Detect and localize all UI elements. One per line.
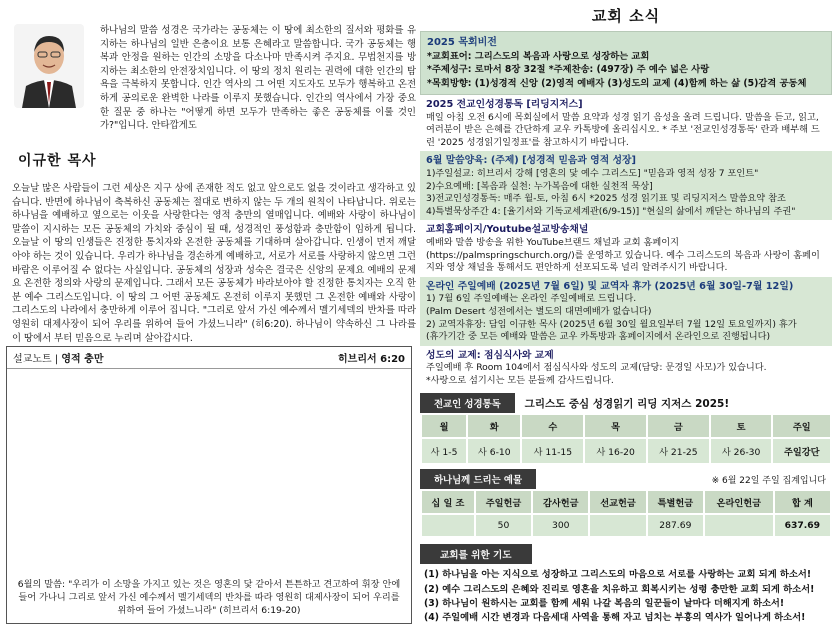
table-row [422, 515, 830, 536]
table-header-cell: 주일 [773, 415, 830, 437]
table-cell: 사 16-20 [585, 439, 646, 463]
youtube-body: 예배와 말씀 방송을 위한 YouTube브랜드 채널과 교회 홈페이지 (https://palmspringschurch.org/)를 운영하고 있습니다. 예수 그리스도의 복음과 사랑이 홈페이지와 영상 채널을 통해서도 편안하게 선포되도록 널리 알려주시기 바랍니다. [426, 236, 820, 274]
table-cell [422, 515, 474, 536]
vision-box [420, 31, 832, 95]
prayer-item: (4) 주일예배 시간 변경과 다음세대 사역을 통해 자고 넘치는 부흥의 역사가 일어나게 하소서! [424, 612, 806, 624]
table-cell [590, 515, 645, 536]
reading-table-pill: 전교인 성경통독 [420, 393, 515, 413]
prayer-list [420, 564, 832, 625]
online-worship-line-1: 1) 7월 6일 주일예배는 온라인 주일예배로 드립니다. [426, 293, 637, 305]
youtube-section [420, 220, 832, 276]
table-cell: 사 11-15 [522, 439, 583, 463]
reading-table-title: 그리스도 중심 성경읽기 리딩 지저스 2025! [524, 397, 730, 410]
news-title: 교회 소식 [591, 7, 661, 25]
online-worship-section [420, 277, 832, 346]
table-header-cell: 합 계 [775, 491, 830, 513]
column-paragraph-2: 오늘날 많은 사람들이 그런 세상은 지구 상에 존재한 적도 없고 앞으로도 없을 것이라고 생각하고 있습니다. 반면에 하나님이 축복하신 공동체는 절대로 변하지 않는 두 개의 원칙이 나타납니다. 위로는 하나님을 예배하고 옆으로는 이웃을 사랑한다는 영적 충만의 열매입니다. 예배와 사랑이 하나님이 말씀이 지시하는 모든 공동체의 가치와 중심이 될 때, 성경적인 풍성함과 충만함이 임하게 됩니다. 오늘날 이 땅의 인생들은 진정한 통치자와 온전한 공동체를 기대하며 살아갑니다. 인생이 먼저 깨달아야 하는 것이 있습니다. 우리가 하나님을 경손하게 예배하고, 서로가 서로를 사랑하지 않으면 그런 바람은 이루어질 수 없다는 사실입니다. 공동체의 성장과 성숙은 결국은 신앙의 문제요 예배의 문제요 온전한 정의와 사랑의 문제입니다. 그래서 모든 공동체가 바라보아야 할 진정한 통치자는 오직 한 분 예수 그리스도입니다. 이 땅의 그 어떤 공동체도 온전히 이루지 못했던 그 온전한 예배와 사랑이 그리스도의 나라에서 충만하게 이루어 집니다. "그리로 앞서 가신 예수께서 멜기세덱의 반차를 따라 영원히 대제사장이 되어 우리를 위하여 들어 가셨느니라" (히6:20). 하나님이 약속하신 그 나라를 이 땅에서 부터 믿음으로 누리며 살아갑시다. [12, 183, 416, 344]
fellowship-line-1: 주일예배 후 Room 104에서 점심식사와 성도의 교제(담당: 문경일 사모)가 있습니다. [426, 362, 767, 374]
table-cell: 사 21-25 [648, 439, 709, 463]
vision-line-1: *교회표어: 그리스도의 복음과 사랑으로 성장하는 교회 [427, 50, 650, 62]
table-header-cell: 금 [648, 415, 709, 437]
sermon-label: 설교노트 [13, 354, 52, 365]
table-row [422, 439, 830, 463]
online-worship-line-2: (Palm Desert 성전에서는 별도의 대면예배가 없습니다) [426, 305, 652, 317]
prayer-item: (1) 하나님을 아는 지식으로 성장하고 그리스도의 마음으로 서로를 사랑하는 교회 되게 하소서! [424, 569, 812, 581]
table-header-cell: 화 [468, 415, 520, 437]
june-theme-line-1: 1)주일설교: 히브리서 강해 [영혼의 닻 예수 그리스도] "믿음과 영적 성장 7 포인트" [426, 167, 759, 179]
prayer-item: (2) 예수 그리스도의 은혜와 진리로 영혼을 치유하고 회복시키는 성령 충만한 교회 되게 하소서! [424, 583, 815, 595]
reading-plan-section [420, 95, 832, 151]
sermon-reference: 히브리서 6:20 [338, 354, 405, 365]
youtube-heading: 교회홈페이지/Youtube설교방송채널 [426, 224, 589, 236]
june-theme-heading: 6월 말씀양육: (주제) [성경적 믿음과 영적 성장] [426, 155, 636, 167]
fellowship-line-2: *사랑으로 섬기시는 모든 분들께 감사드립니다. [426, 374, 614, 386]
table-header-cell: 수 [522, 415, 583, 437]
table-row [422, 415, 830, 437]
table-header-cell: 감사헌금 [533, 491, 588, 513]
online-worship-line-4: (휴가기간 중 모든 예배와 말씀은 교우 카톡방과 홈페이지에서 온라인으로 진행됩니다) [426, 331, 771, 343]
table-cell: 50 [476, 515, 531, 536]
reading-plan-heading: 2025 전교인성경통독 [리딩지저스] [426, 99, 583, 110]
vision-heading: 2025 목회비전 [427, 37, 497, 48]
fellowship-section [420, 346, 832, 390]
sermon-header: 설교노트 | 영적 충만 히브리서 6:20 [7, 347, 411, 369]
june-word: 6월의 말씀: "우리가 이 소망을 가지고 있는 것은 영혼의 닻 같아서 튼튼하고 견고하여 휘장 안에 들어 가나니 그리로 앞서 가신 예수께서 멜기세덱의 반차를 따라 영원히 대제사장이 되어 우리를 위하여 들어 가셨느니라" (히브리서 6:19-20) [17, 579, 401, 616]
table-header-cell: 월 [422, 415, 466, 437]
vision-line-3: *목회방향: (1)성경적 신앙 (2)영적 예배자 (3)성도의 교제 (4)함께 하는 삶 (5)감격 공동체 [427, 77, 807, 89]
june-theme-line-4: 4)특별묵상주간 4: [율기서와 기독교세계관(6/9-15)] "현실의 삶에서 깨닫는 하나님의 주권" [426, 205, 796, 217]
vision-line-2: *주제성구: 로마서 8장 32절 *주제찬송: (497장) 주 예수 넓은 사랑 [427, 64, 710, 75]
reading-plan-body: 매일 아침 오전 6시에 목회실에서 말씀 요약과 성경 읽기 음성을 올려 드립니다. 말씀을 듣고, 읽고, 여러분이 받은 은혜를 간단하게 교우 카톡방에 올리십시오. * 주보 '전교인성경통독' 란과 배부해 드린 '2025 성경읽기일정표'를 참고하시기 바랍니다. [426, 111, 820, 148]
table-cell: 287.69 [648, 515, 703, 536]
column-paragraph-1: 하나님의 말씀 성경은 국가라는 공동체는 이 땅에 최소한의 질서와 평화를 유지하는 하나님의 일반 은총이요 보통 은혜라고 말씀합니다. 국가 공동체는 행복과 안정을 원하는 인간의 소망을 다소나마 만족시켜 주지요. 무법천지를 방지하는 최소한의 안전장치입니다. 이 땅의 정치 원리는 권력에 대한 인간의 탐욕을 극복하지 못합니다. 인간 역사의 그 어떤 지도자도 모두가 행복하고 온전하게 공의로운 완벽한 나라를 이루지 못했습니다. 인간의 역사에서 가장 중요한 질문 중 하나는 "어떻게 하면 모두가 만족하는 좋은 공동체를 이룰 것인가?"입니다. 안타깝게도 [100, 25, 416, 132]
table-cell: 사 26-30 [711, 439, 772, 463]
table-cell: 300 [533, 515, 588, 536]
table-header-cell: 십 일 조 [422, 491, 474, 513]
table-header-cell: 온라인헌금 [705, 491, 773, 513]
reading-table [420, 413, 832, 465]
sermon-notes-box [6, 346, 412, 624]
online-worship-line-3: 2) 교역자휴장: 담임 이규한 목사 (2025년 6월 30일 월요일부터 7월 12일 토요일까지) 휴가 [426, 318, 797, 330]
offering-pill: 하나님께 드리는 예물 [420, 469, 536, 489]
table-cell [705, 515, 773, 536]
offering-header [420, 469, 832, 489]
table-cell: 사 6-10 [468, 439, 520, 463]
church-news-column [420, 0, 832, 625]
table-cell: 주일강단 [773, 439, 830, 463]
offering-note: ※ 6월 22일 주일 집계입니다 [711, 475, 826, 486]
table-cell: 사 1-5 [422, 439, 466, 463]
table-header-cell: 목 [585, 415, 646, 437]
pastor-name: 이규한 목사 [18, 153, 97, 169]
online-worship-heading: 온라인 주일예배 (2025년 7월 6일) 및 교역자 휴가 (2025년 6월 30일-7월 12일) [426, 280, 794, 292]
table-row [422, 491, 830, 513]
sermon-title: 영적 충만 [61, 354, 104, 365]
table-header-cell: 선교헌금 [590, 491, 645, 513]
june-theme-line-2: 2)수요예배: [복음과 실천: 누가복음에 대한 실천적 묵상] [426, 180, 653, 192]
fellowship-heading: 성도의 교제: 점심식사와 교제 [426, 349, 554, 361]
june-theme-section [420, 151, 832, 220]
table-cell: 637.69 [775, 515, 830, 536]
reading-table-header [420, 393, 832, 413]
prayer-item: (3) 하나님이 원하시는 교회를 함께 세워 나갈 복음의 일꾼들이 날마다 더해지게 하소서! [424, 597, 785, 609]
pastor-photo [14, 24, 84, 108]
prayer-pill: 교회를 위한 기도 [420, 544, 532, 564]
june-theme-line-3: 3)전교인성경통독: 매주 월-토, 아침 6시 *2025 성경 읽기표 및 리딩지저스 말씀요약 참조 [426, 193, 786, 205]
offering-table [420, 489, 832, 538]
table-header-cell: 주일헌금 [476, 491, 531, 513]
table-header-cell: 특별헌금 [648, 491, 703, 513]
table-header-cell: 토 [711, 415, 772, 437]
